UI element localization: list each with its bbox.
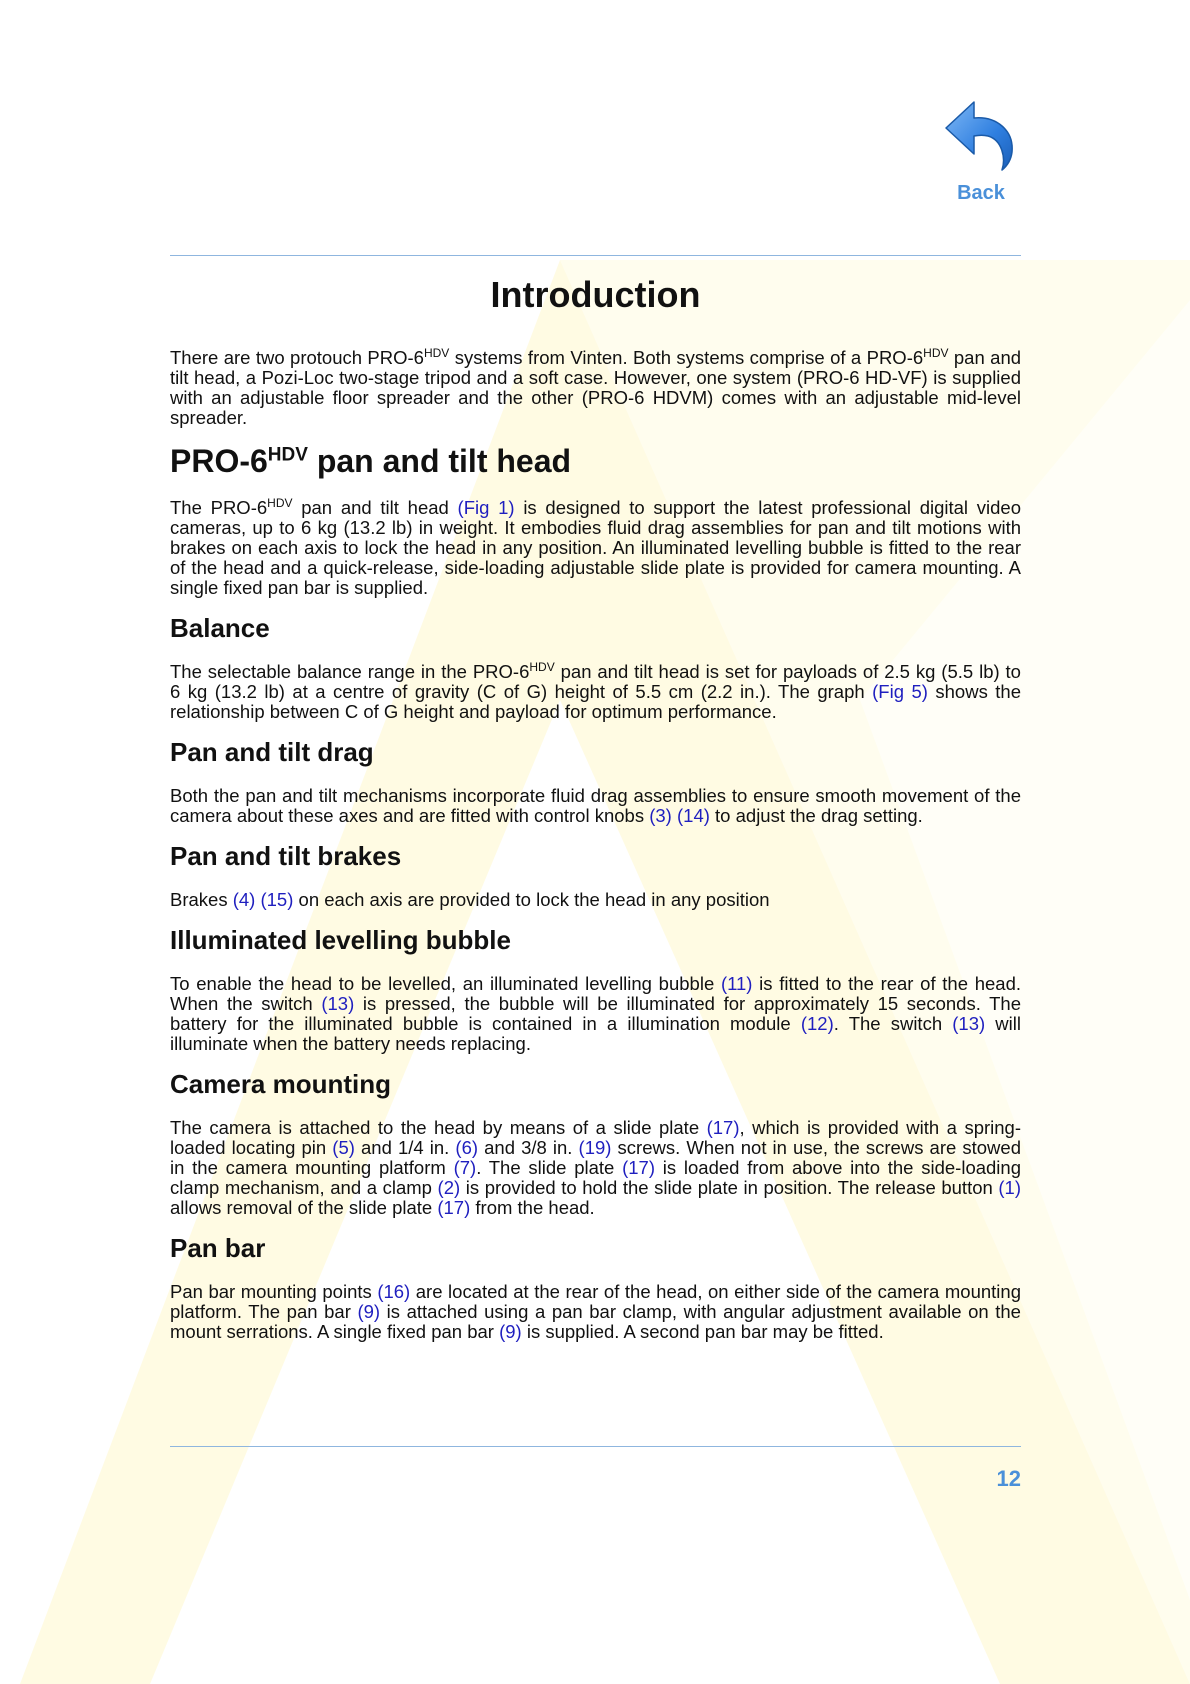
ref-4[interactable]: (4) xyxy=(232,889,256,910)
drag-paragraph: Both the pan and tilt mechanisms incorporate fluid drag assemblies to ensure smooth movement of the camera about these axes and are fitted with control knobs (3) (14) to adjust the drag setting. xyxy=(170,785,1021,826)
page-number: 12 xyxy=(996,1466,1021,1491)
ref-12[interactable]: (12) xyxy=(800,1013,834,1034)
ref-1[interactable]: (1) xyxy=(998,1177,1022,1198)
ref-11[interactable]: (11) xyxy=(720,973,753,994)
ref-fig-5[interactable]: (Fig 5) xyxy=(872,681,928,702)
balance-paragraph: The selectable balance range in the PRO-$6^{HDV}$ pan and tilt head is set for payloads of 2.5 kg (5.5 lb) to 6 kg (13.2 lb) at a centre of gravity (C of G) height of 5.5 cm (2.2 in.). The graph (Fig 5) shows the relationship between C of G height and payload for optimum performance. xyxy=(170,659,1022,722)
ref-9-b[interactable]: (9) xyxy=(499,1321,522,1342)
pan-bar-paragraph: Pan bar mounting points (16) are located at the rear of the head, on either side of the camera mounting platform. The pan bar (9) is attached using a pan bar clamp, with angular adjustment available on the mount serrations. A single fixed pan bar (9) is supplied. A second pan bar may be fitted. xyxy=(170,1281,1021,1342)
ref-17-c[interactable]: (17) xyxy=(437,1197,471,1218)
ref-16[interactable]: (16) xyxy=(377,1281,411,1302)
section-title-bubble: Illuminated levelling bubble xyxy=(170,925,511,955)
ref-13[interactable]: (13) xyxy=(321,993,355,1014)
section-title-mounting: Camera mounting xyxy=(170,1069,392,1099)
section-title-pan-tilt-head: PRO-$6^{HDV}$ pan and tilt head xyxy=(170,443,572,479)
ref-19[interactable]: (19) xyxy=(578,1137,612,1158)
ref-17[interactable]: (17) xyxy=(706,1117,740,1138)
ref-6[interactable]: (6) xyxy=(455,1137,479,1158)
page-title: Introduction xyxy=(490,274,701,315)
back-button[interactable] xyxy=(940,98,1022,208)
ref-fig-1[interactable]: (Fig 1) xyxy=(457,497,515,518)
section-title-pan-bar: Pan bar xyxy=(170,1233,266,1263)
ref-13-b[interactable]: (13) xyxy=(952,1013,986,1034)
top-rule xyxy=(170,255,1021,256)
bottom-rule xyxy=(170,1446,1021,1447)
ref-7[interactable]: (7) xyxy=(453,1157,477,1178)
section-title-balance: Balance xyxy=(170,613,270,643)
ref-15[interactable]: (15) xyxy=(260,889,294,910)
pan-tilt-head-paragraph: The PRO-$6^{HDV}$ pan and tilt head (Fig 1) is designed to support the latest professional digital video cameras, up to 6 kg (13.2 lb) in weight. It embodies fluid drag assemblies for pan and tilt motions with brakes on each axis to lock the head in any position. An illuminated levelling bubble is fitted to the rear of the head and a quick-release, side-loading adjustable slide plate is provided for camera mounting. A single fixed pan bar is supplied. xyxy=(170,495,1022,598)
mounting-paragraph: The camera is attached to the head by means of a slide plate (17), which is provided with a spring-loaded locating pin (5) and 1/4 in. (6) and 3/8 in. (19) screws. When not in use, the screws are stowed in the camera mounting platform (7). The slide plate (17) is loaded from above into the side-loading clamp mechanism, and a clamp (2) is provided to hold the slide plate in position. The release button (1) allows removal of the slide plate (17) from the head. xyxy=(170,1117,1022,1218)
ref-5[interactable]: (5) xyxy=(332,1137,355,1158)
ref-9[interactable]: (9) xyxy=(357,1301,381,1322)
ref-17-b[interactable]: (17) xyxy=(622,1157,656,1178)
ref-3[interactable]: (3) xyxy=(649,805,672,826)
section-title-brakes: Pan and tilt brakes xyxy=(170,841,402,871)
section-title-drag: Pan and tilt drag xyxy=(170,737,374,767)
back-label: Back xyxy=(957,182,1005,204)
ref-2[interactable]: (2) xyxy=(437,1177,461,1198)
bubble-paragraph: To enable the head to be levelled, an illuminated levelling bubble (11) is fitted to the rear of the head. When the switch (13) is pressed, the bubble will be illuminated for approximately 15 seconds. The battery for the illuminated bubble is contained in a illumination module (12). The switch (13) will illuminate when the battery needs replacing. xyxy=(170,973,1022,1054)
brakes-paragraph: Brakes (4) (15) on each axis are provided to lock the head in any position xyxy=(170,889,770,910)
main-content xyxy=(170,270,1021,1342)
back-arrow-icon xyxy=(944,98,1018,172)
ref-14[interactable]: (14) xyxy=(677,805,710,826)
intro-paragraph: There are two protouch PRO-$6^{HDV}$ systems from Vinten. Both systems comprise of a PRO-$6^{HDV}$ pan and tilt head, a Pozi-Loc two-stage tripod and a soft case. However, one system (PRO-6 HD-VF) is supplied with an adjustable floor spreader and the other (PRO-6 HDVM) comes with an adjustable mid-level spreader. xyxy=(170,345,1022,428)
